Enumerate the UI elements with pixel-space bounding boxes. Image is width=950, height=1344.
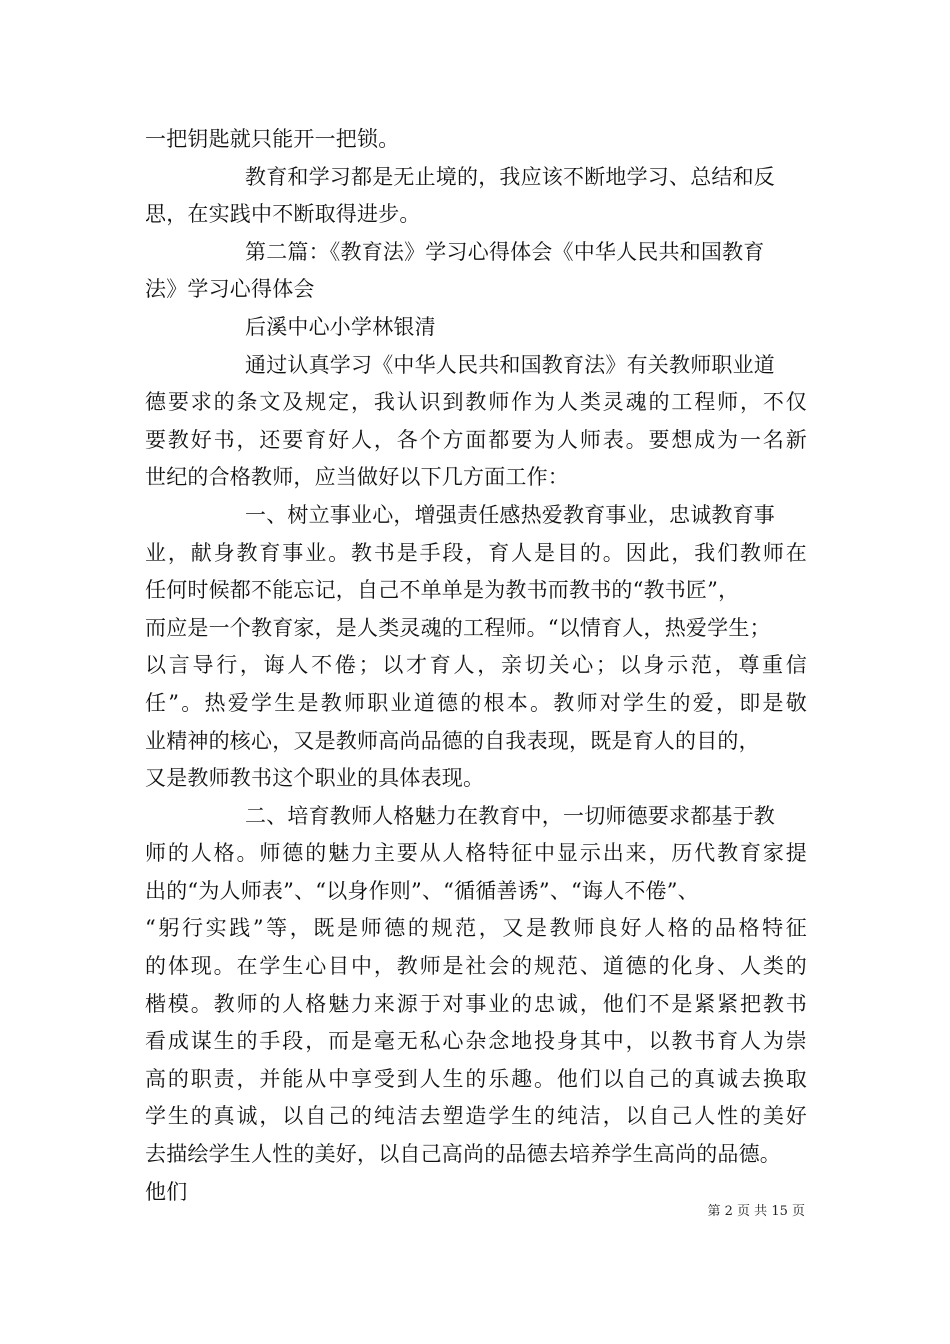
text-line: 出的“为人师表”、“以身作则”、“循循善诱”、“诲人不倦”、 xyxy=(145,878,699,903)
text-line: 一、树立事业心，增强责任感热爱教育事业，忠诚教育事 xyxy=(245,502,775,527)
text-line: 世纪的合格教师，应当做好以下几方面工作： xyxy=(145,465,569,490)
section-heading-line: 法》学习心得体会 xyxy=(145,277,315,302)
text-line: 楷模。教师的人格魅力来源于对事业的忠诚，他们不是紧紧把教书 xyxy=(145,991,807,1016)
author-line: 后溪中心小学林银清 xyxy=(245,314,436,339)
text-line: 业精神的核心，又是教师高尚品德的自我表现，既是育人的目的， xyxy=(145,728,760,753)
text-line: 他们 xyxy=(145,1179,188,1204)
text-line: “躬行实践”等，既是师德的规范，又是教师良好人格的品格特征 xyxy=(145,916,807,941)
text-line: 去描绘学生人性的美好，以自己高尚的品德去培养学生高尚的品德。 xyxy=(145,1142,781,1167)
text-line: 学生的真诚，以自己的纯洁去塑造学生的纯洁，以自己人性的美好 xyxy=(145,1104,807,1129)
text-line: 的体现。在学生心目中，教师是社会的规范、道德的化身、人类的 xyxy=(145,954,807,979)
text-line: 而应是一个教育家，是人类灵魂的工程师。“以情育人，热爱学生； xyxy=(145,615,771,640)
text-line: 教育和学习都是无止境的，我应该不断地学习、总结和反 xyxy=(245,164,775,189)
text-line: 德要求的条文及规定，我认识到教师作为人类灵魂的工程师，不仅 xyxy=(145,390,807,415)
text-line: 二、培育教师人格魅力在教育中，一切师德要求都基于教 xyxy=(245,803,775,828)
page-number-footer: 第 2 页 共 15 页 xyxy=(707,1204,805,1219)
section-heading-line: 第二篇：《教育法》学习心得体会《中华人民共和国教育 xyxy=(245,239,765,264)
text-line: 师的人格。师德的魅力主要从人格特征中显示出来，历代教育家提 xyxy=(145,841,807,866)
text-line: 任”。热爱学生是教师职业道德的根本。教师对学生的爱，即是敬 xyxy=(145,690,807,715)
text-line: 要教好书，还要育好人，各个方面都要为人师表。要想成为一名新 xyxy=(145,427,807,452)
text-line: 又是教师教书这个职业的具体表现。 xyxy=(145,766,485,791)
text-line: 以言导行，诲人不倦；以才育人，亲切关心；以身示范，尊重信 xyxy=(145,653,807,678)
text-line: 一把钥匙就只能开一把锁。 xyxy=(145,127,400,151)
text-line: 思，在实践中不断取得进步。 xyxy=(145,202,421,227)
text-line: 高的职责，并能从中享受到人生的乐趣。他们以自己的真诚去换取 xyxy=(145,1066,807,1091)
document-body xyxy=(145,121,807,1211)
text-line: 业，献身教育事业。教书是手段，育人是目的。因此，我们教师在 xyxy=(145,540,807,565)
text-line: 任何时候都不能忘记，自己不单单是为教书而教书的“教书匠”， xyxy=(145,578,740,603)
text-line: 看成谋生的手段，而是毫无私心杂念地投身其中，以教书育人为崇 xyxy=(145,1029,807,1054)
text-line: 通过认真学习《中华人民共和国教育法》有关教师职业道 xyxy=(245,352,775,377)
